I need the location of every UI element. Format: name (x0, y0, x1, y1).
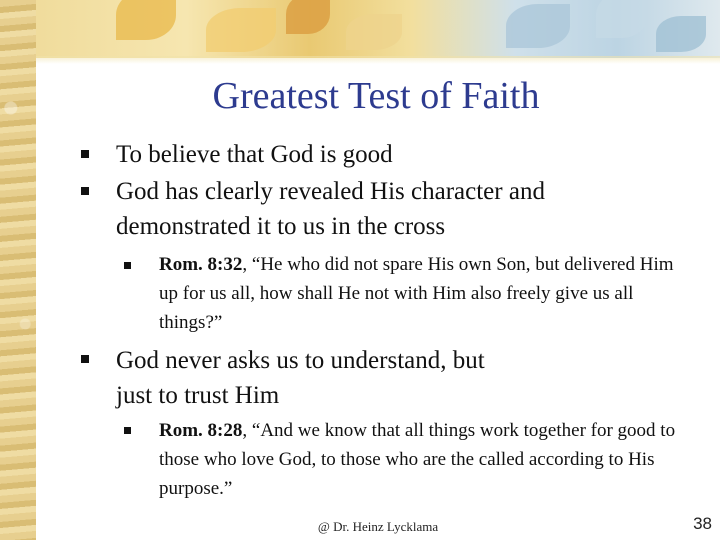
scripture-ref: Rom. 8:32 (159, 254, 243, 275)
bullet-marker (81, 187, 89, 195)
slide-title: Greatest Test of Faith (212, 75, 540, 117)
bullet-marker (81, 150, 89, 158)
banner-fade (36, 56, 720, 64)
footer-credit: @ Dr. Heinz Lycklama (317, 519, 439, 534)
scripture-quote: , “And we know that all things work together for good to those who love God, to those who are the called according to His purpose.” (159, 420, 676, 499)
bullet-2-text: God has clearly revealed His character and demonstrated it to us in the cross (116, 178, 545, 240)
bullet-1-text: To believe that God is good (116, 141, 393, 168)
sub-bullet-marker (124, 262, 131, 269)
scripture-ref: Rom. 8:28 (159, 420, 243, 441)
bullet-marker (81, 355, 89, 363)
sub-bullet-marker (124, 427, 131, 434)
bullet-3-text: God never asks us to understand, but just to trust Him (116, 347, 485, 409)
sub-bullet-2-text (159, 416, 679, 503)
sub-bullet-1-text (159, 250, 679, 337)
scripture-quote: , “He who did not spare His own Son, but delivered Him up for us all, how shall He not with Him also freely give us all things?” (159, 254, 674, 333)
decorative-left-strip (0, 0, 36, 540)
slide-number: 38 (693, 514, 712, 533)
decorative-top-banner (36, 0, 720, 58)
